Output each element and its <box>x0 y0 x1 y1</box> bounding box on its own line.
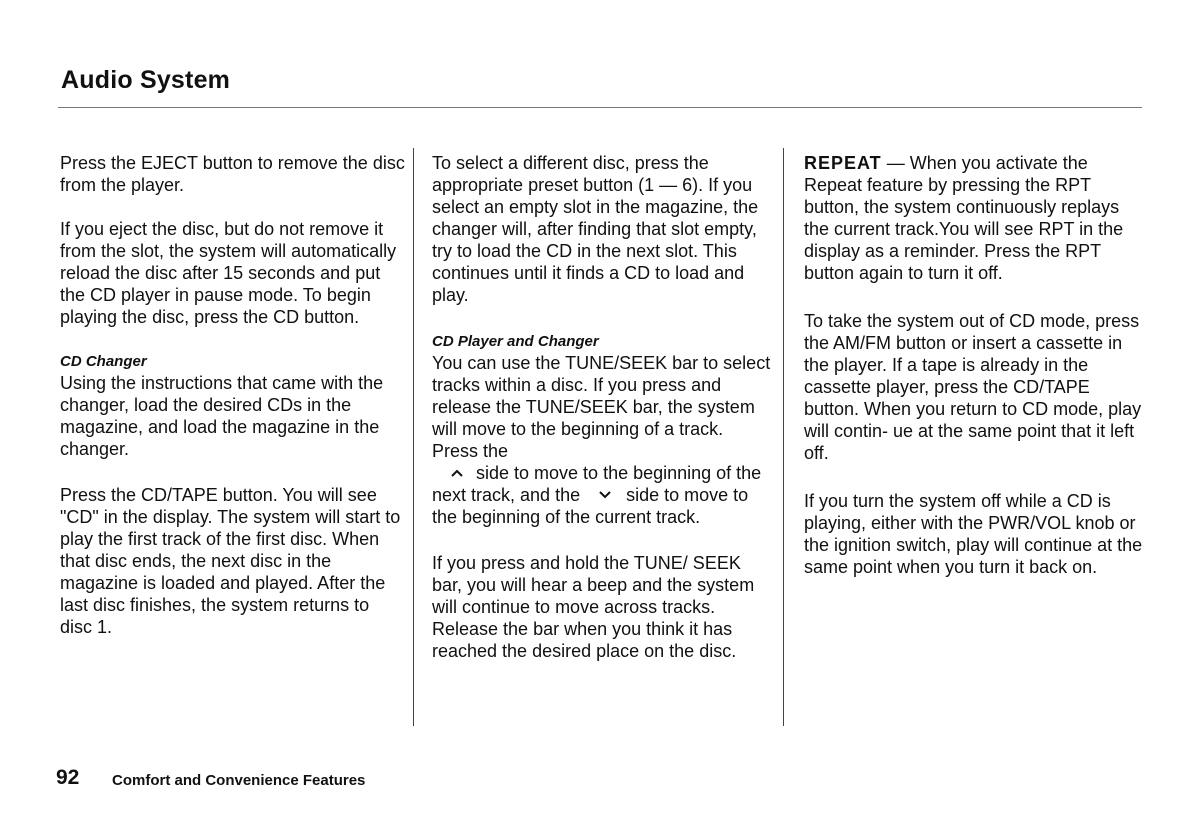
page-number: 92 <box>56 766 80 789</box>
tune-seek-text-c: side to move to the beginning of the current track. <box>432 485 749 527</box>
repeat-paragraph <box>804 152 1146 284</box>
tune-seek-paragraph <box>432 352 774 528</box>
column-2 <box>432 152 774 662</box>
power-off-paragraph: If you turn the system off while a CD is playing, either with the PWR/VOL knob or the ignition switch, play will continue at the same point when you turn it back on. <box>804 491 1143 577</box>
cd-changer-heading: CD Changer <box>60 353 147 370</box>
cd-tape-paragraph: Press the CD/TAPE button. You will see "CD" in the display. The system will start to play the first track of the first disc. When that disc ends, the next disc in the magazine is loaded and played. After the last disc finishes, the system returns to disc 1. <box>60 485 401 637</box>
repeat-term: REPEAT <box>804 153 882 173</box>
press-hold-paragraph: If you press and hold the TUNE/ SEEK bar, you will hear a beep and the system will continue to move across tracks. Release the bar when you think it has reached the desired place on the disc. <box>432 553 755 661</box>
select-disc-paragraph: To select a different disc, press the appropriate preset button (1 — 6). If you select an empty slot in the magazine, the changer will, after finding that slot empty, try to load the CD in the next slot. This continues until it finds a CD to load and play. <box>432 153 759 305</box>
footer-section-title: Comfort and Convenience Features <box>112 772 366 789</box>
chevron-up-icon <box>450 468 464 478</box>
tune-seek-text-b: side to move to the beginning of the next track, and the <box>432 463 762 505</box>
column-divider-2 <box>783 148 784 726</box>
cd-mode-exit-paragraph: To take the system out of CD mode, press the AM/FM button or insert a cassette in the player. If a tape is already in the cassette player, press the CD/TAPE button. When you return to CD mode, play will contin- ue at the same point that it left off. <box>804 311 1142 463</box>
page-title: Audio System <box>61 66 231 94</box>
tune-seek-text-a: You can use the TUNE/SEEK bar to select tracks within a disc. If you press and release the TUNE/SEEK bar, the system will move to the beginning of a track. Press the <box>432 353 771 461</box>
column-1 <box>60 152 406 638</box>
cd-player-changer-heading: CD Player and Changer <box>432 333 599 350</box>
column-3 <box>804 152 1146 578</box>
column-divider-1 <box>413 148 414 726</box>
header-rule <box>58 107 1142 108</box>
eject-paragraph: Press the EJECT button to remove the disc from the player. <box>60 153 405 195</box>
changer-load-paragraph: Using the instructions that came with the changer, load the desired CDs in the magazine, and load the magazine in the changer. <box>60 373 384 459</box>
eject-reload-paragraph: If you eject the disc, but do not remove it from the slot, the system will automatically reload the disc after 15 seconds and put the CD player in pause mode. To begin playing the disc, press the CD button. <box>60 219 397 327</box>
repeat-text: — When you activate the Repeat feature by pressing the RPT button, the system continuously replays the current track.You will see RPT in the display as a reminder. Press the RPT button again to turn it off. <box>804 153 1124 283</box>
chevron-down-icon <box>598 490 612 500</box>
